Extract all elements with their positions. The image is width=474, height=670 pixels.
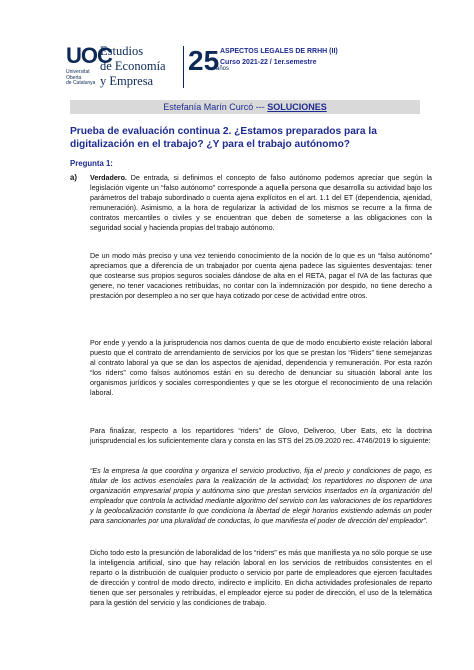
course-title: ASPECTOS LEGALES DE RRHH (II)	[220, 48, 338, 55]
university-line: de Catalunya	[66, 80, 96, 87]
student-name: Estefanía Marín Curcó ---	[163, 102, 265, 112]
header-divider	[183, 46, 184, 88]
paragraph-text: De entrada, si definimos el concepto de falso autónomo podemos apreciar que según la legislación vigente un “falso autónomo” corresponde a aquella persona que desarrolla su actividad bajo los parámetros del trabajo subordinado o cuenta ajena explícitos en el art. 1.1 del ET (dependencia, ajenidad, remuneración). Asimismo, a la hora de regularizar la actividad de los mismos se recurre a la firma de contratos mercantiles o civiles y se encuentran que deben de someterse a las obligaciones con la seguridad social y hacienda propias del trabajo autónomo.	[90, 174, 433, 233]
paragraph-5: Dicho todo esto la presunción de laboralidad de los “riders” es más que manifiesta ya no sólo porque se use la inteligencia artificial, sino que hay relación laboral en los servicios de retribuidos consistentes en el reparto o la distribución de cualquier producto o servicio por parte de empleadores que ejercen facultades de dirección y control de modo directo, indirecto e implícito. En dicha actividades profesionales de reparto tienen que ser personales y retribuidas, el empleador ejerce su poder de dirección, el uso de la telemática para la gestión del servicio y las condiciones de trabajo.	[90, 549, 432, 608]
course-info	[220, 46, 338, 68]
studies-line: de Economía	[100, 59, 166, 73]
page-title: Prueba de evaluación continua 2. ¿Estamos preparados para la digitalización en el trabajo? ¿Y para el trabajo autónomo?	[70, 126, 377, 150]
question-heading: Pregunta 1:	[70, 159, 113, 168]
anniversary-badge	[188, 45, 230, 78]
paragraph-3: Por ende y yendo a la jurisprudencia nos damos cuenta de que de modo encubierto existe relación laboral puesto que el contrato de arrendamiento de servicios por los que se prestan los “Riders” tiene semejanzas al contrato laboral ya que se dan los aspectos de ajenidad, dependencia y remuneración. Por esta razón “los riders” como falsos autónomos están en su derecho de denunciar su situación laboral ante los organismos jurídicos y sociales correspondientes y que se les otorgue el reconocimiento de una relación laboral.	[90, 339, 432, 398]
jurisprudence-quote: “Es la empresa la que coordina y organiza el servicio productivo, fija el precio y condiciones de pago, es titular de los activos esenciales para la realización de la actividad; los repartidores no disponen de una organización empresarial propia y autónoma sino que prestan servicios insertados en la organización del empleador que controla la actividad mediante algoritmo del servicio con las valoraciones de los repartidores y la geolocalización constante lo que condiciona la libertad de elegir horarios existiendo además un poder para sancionarles por una pluralidad de conductas, lo que manifiesta el poder de dirección del empleador”.	[90, 467, 432, 526]
paragraph-4: Para finalizar, respecto a los repartidores “riders” de Glovo, Deliveroo, Uber Eats, etc la doctrina jurisprudencial es los suficientemente clara y consta en las STS del 25.09.2020 rec. 4746/2019 lo siguiente:	[90, 427, 432, 446]
studies-name	[100, 44, 172, 89]
university-line: Universitat	[66, 69, 90, 75]
university-line: Oberta	[66, 74, 82, 81]
paragraph-1	[90, 173, 432, 233]
university-name	[66, 70, 102, 87]
item-label: a)	[70, 173, 77, 182]
anniversary-label: años	[216, 66, 230, 72]
uoc-logo	[66, 43, 112, 68]
answer-lead: Verdadero.	[90, 174, 127, 182]
anniversary-number: 25	[188, 45, 220, 76]
studies-line: Estudios	[100, 44, 144, 58]
uoc-logo-text: UOC	[66, 43, 112, 68]
paragraph-2: De un modo más preciso y una vez teniendo conocimiento de la noción de lo que es un “falso autónomo” apreciamos que a diferencia de un trabajador por cuenta ajena padece las siguientes desventajas: tener que costearse sus propios seguros sociales dándose de alta en el RETA, pagar el IVA de las facturas que genere, no tener vacaciones retribuidas, no contar con la indemnización por despido, no tiene derecho a prestación por desempleo a no ser que haya cotizado por cese de actividad entre otros.	[90, 252, 432, 301]
course-period: Curso 2021-22 / 1er.semestre	[220, 59, 317, 66]
solutions-tag: SOLUCIONES	[267, 102, 327, 112]
student-bar	[70, 100, 420, 114]
studies-line: y Empresa	[100, 74, 154, 88]
